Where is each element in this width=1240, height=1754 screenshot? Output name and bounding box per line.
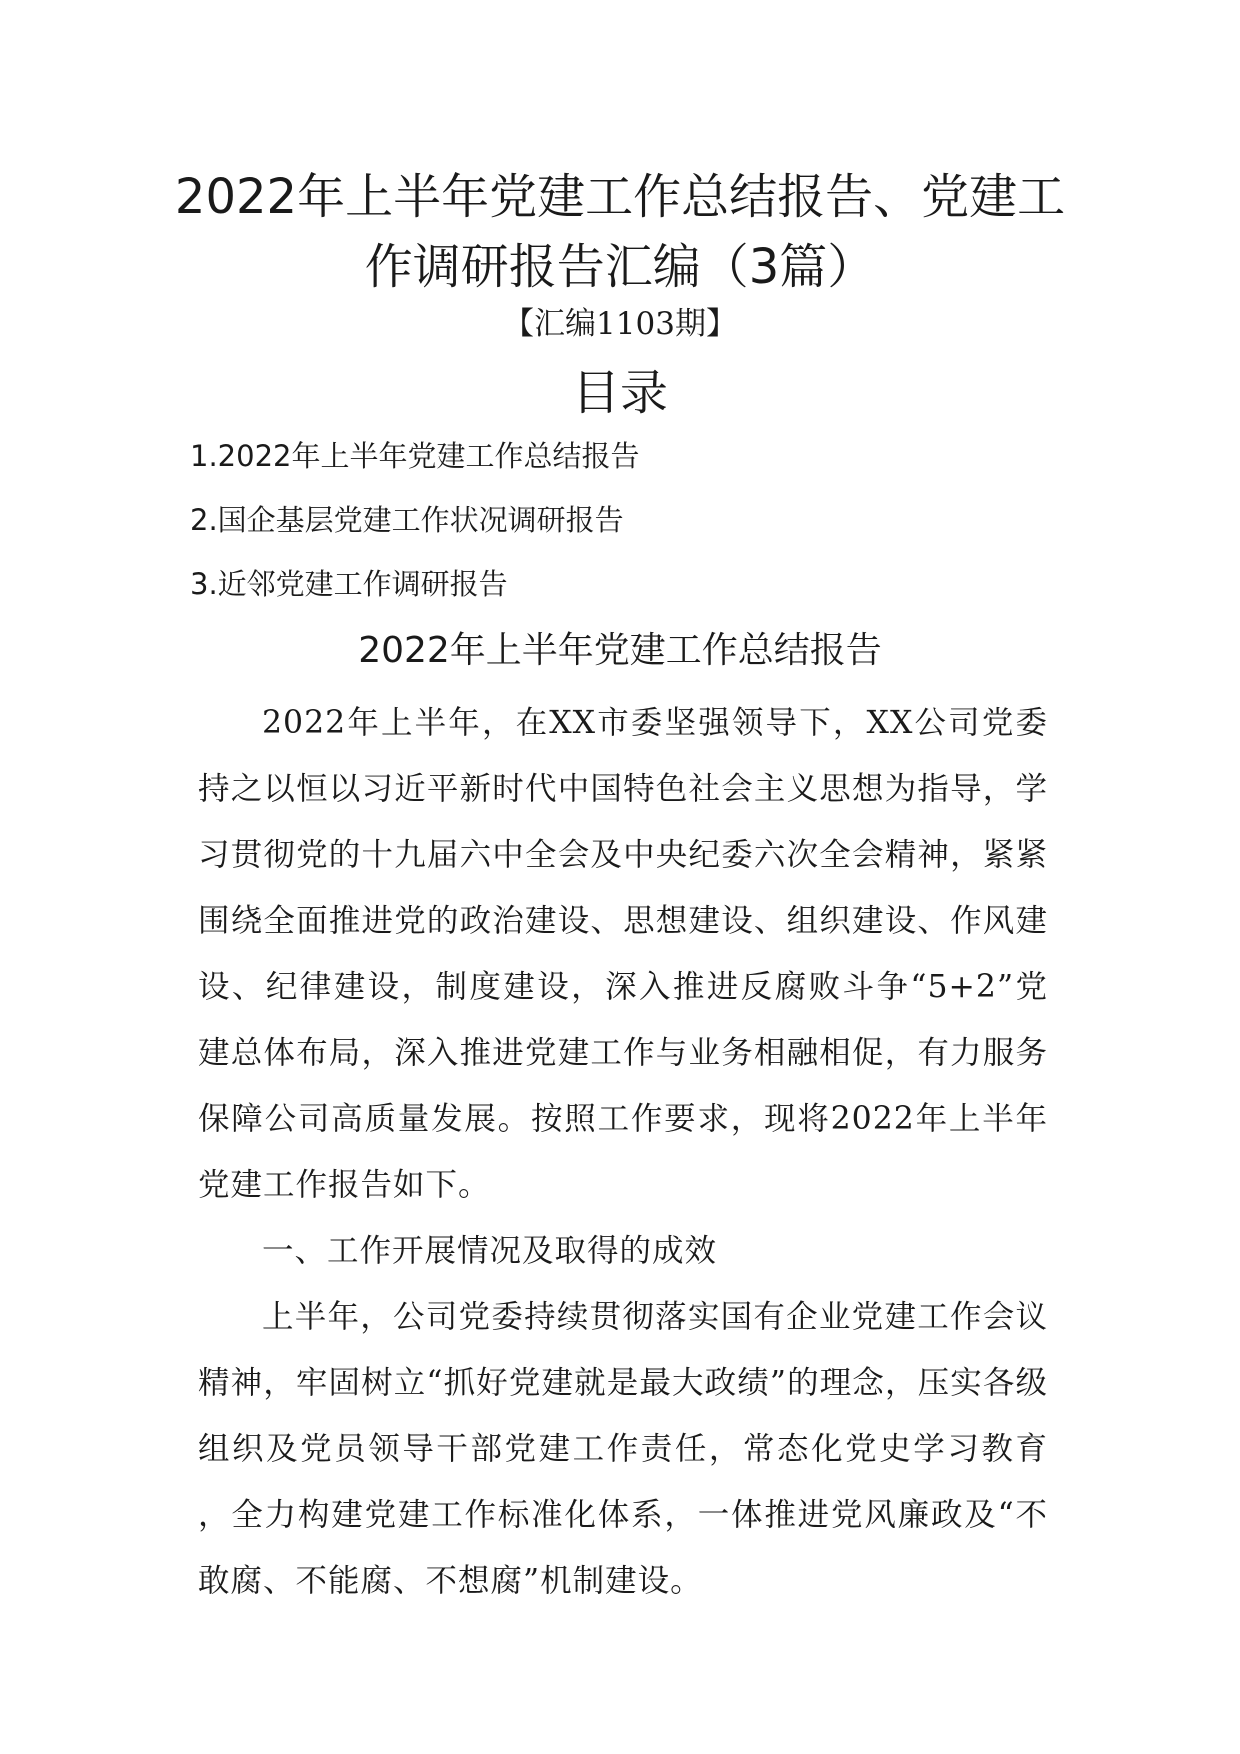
document-title (150, 162, 1090, 302)
toc-item-2: 2.国企基层党建工作状况调研报告 (190, 503, 624, 537)
toc-heading: 目录 (571, 365, 668, 421)
body-paragraph-1: 2022年上半年，在XX市委坚强领导下，XX公司党委持之以恒以习近平新时代中国特色社会主义思想为指导，学习贯彻党的十九届六中全会及中央纪委六次全会精神，紧紧围绕全面推进党的政治建设、思想建设、组织建设、作风建设、纪律建设，制度建设，深入推进反腐败斗争“5+2”党建总体布局，深入推进党建工作与业务相融相促，有力服务保障公司高质量发展。按照工作要求，现将2022年上半年党建工作报告如下。 (198, 705, 1048, 1203)
issue-number: 【汇编1103期】 (503, 306, 737, 342)
subsection-heading-1: 一、工作开展情况及取得的成效 (262, 1233, 718, 1269)
toc-item-3: 3.近邻党建工作调研报告 (190, 567, 508, 601)
body-paragraph-2: 上半年，公司党委持续贯彻落实国有企业党建工作会议精神，牢固树立“抓好党建就是最大政绩”的理念，压实各级组织及党员领导干部党建工作责任，常态化党史学习教育 ，全力构建党建工作标准化体系，一体推进党风廉政及“不敢腐、不能腐、不想腐”机制建设。 (198, 1299, 1048, 1599)
toc-item-1: 1.2022年上半年党建工作总结报告 (190, 439, 640, 473)
section-title: 2022年上半年党建工作总结报告 (358, 630, 882, 671)
document-title-line-2: 作调研报告汇编（3篇） (364, 239, 876, 295)
document-title-line-1: 2022年上半年党建工作总结报告、党建工 (174, 169, 1066, 225)
